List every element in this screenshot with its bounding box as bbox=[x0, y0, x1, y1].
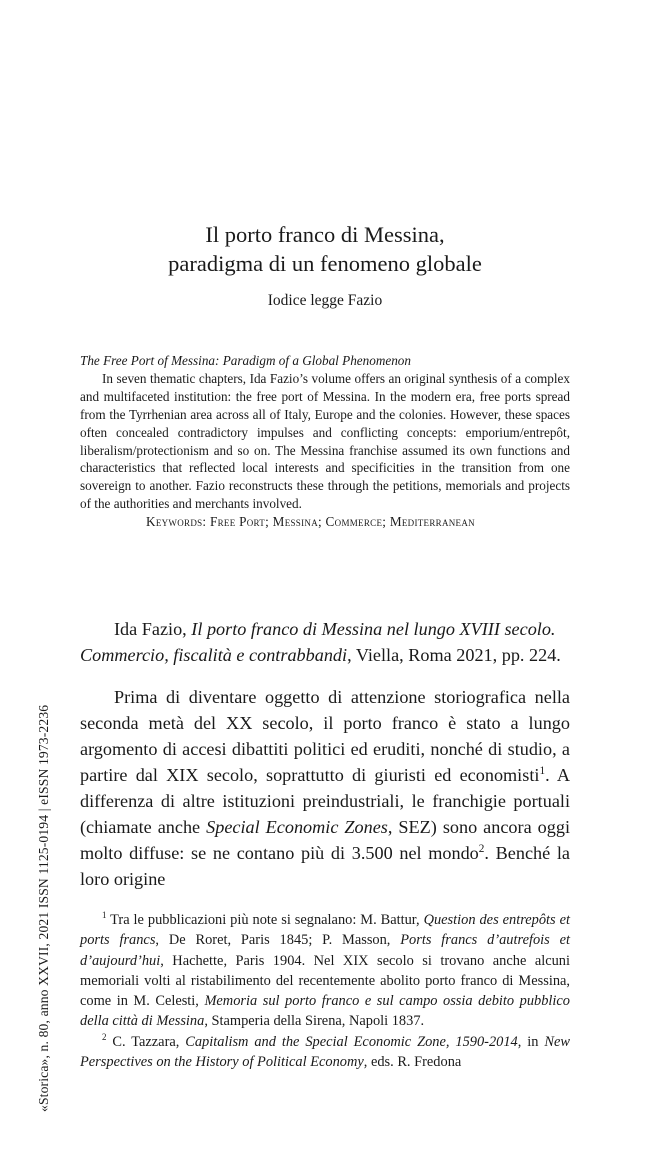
paragraph-text: . Benché la loro origine bbox=[80, 843, 570, 889]
book-publisher: , Viella, Roma 2021, pp. 224. bbox=[347, 645, 561, 665]
review-paragraph bbox=[80, 684, 570, 892]
footnote-2 bbox=[80, 1032, 570, 1073]
footnote-italic: New Perspectives on the History of Political Economy bbox=[80, 1033, 570, 1071]
paragraph-text: . A differenza di altre istituzioni preindustriali, le franchigie portuali (chiamate anche bbox=[80, 765, 571, 837]
footnote-italic: Question des entrepôts et ports francs bbox=[80, 912, 570, 949]
article-subtitle: Iodice legge Fazio bbox=[267, 292, 383, 309]
footnote-ref-1[interactable]: 1 bbox=[539, 764, 546, 777]
journal-citation-sidebar: «Storica», n. 80, anno XXVII, 2021 ISSN 1125-0194 | eISSN 1973-2236 bbox=[36, 704, 51, 1112]
footnote-italic: Capitalism and the Special Economic Zone, 1590-2014 bbox=[185, 1033, 518, 1050]
book-author: Ida Fazio, bbox=[114, 619, 192, 639]
footnote-italic: Memoria sul porto franco e sul campo ossia debito pubblico della città di Messina bbox=[80, 993, 570, 1030]
footnote-text: , in bbox=[517, 1033, 545, 1050]
paragraph-italic: Special Economic Zones bbox=[206, 817, 388, 837]
paragraph-text: Prima di diventare oggetto di attenzione storiografica nella seconda metà del XX secolo, il porto franco è stato a lungo argomento di accesi dibattiti politici ed eruditi, nonché di studio, a partire dal XIX secolo, soprattutto di giuristi ed economisti bbox=[80, 687, 570, 785]
footnote-ref-2[interactable]: 2 bbox=[478, 842, 485, 855]
footnote-text: , eds. R. Fredona bbox=[363, 1054, 462, 1071]
footnotes bbox=[80, 910, 570, 1072]
english-abstract bbox=[80, 352, 570, 531]
footnote-text: , Stamperia della Sirena, Napoli 1837. bbox=[204, 1013, 425, 1030]
article-title bbox=[80, 220, 570, 278]
review-body bbox=[80, 616, 570, 892]
footnote-1 bbox=[80, 910, 570, 1032]
abstract-keywords: Keywords: Free Port; Messina; Commerce; Mediterranean bbox=[146, 514, 475, 530]
abstract-title: The Free Port of Messina: Paradigm of a Global Phenomenon bbox=[80, 353, 411, 368]
footnote-text: , Hachette, Paris 1904. Nel XIX secolo si trovano anche alcuni memoriali volti al ristabilimento del recentemente abolito porto franco di Messina, come in M. Celesti, bbox=[80, 952, 570, 1010]
book-title: Il porto franco di Messina nel lungo XVIII secolo. Commercio, fiscalità e contrabbandi bbox=[80, 619, 556, 665]
footnote-text: Tra le pubblicazioni più note si segnalano: M. Battur, bbox=[106, 912, 424, 928]
footnote-mark: 2 bbox=[102, 1031, 107, 1042]
title-line-2: paradigma di un fenomeno globale bbox=[168, 251, 482, 276]
footnote-italic: Ports francs d’autrefois et d’aujourd’hui bbox=[80, 932, 570, 969]
footnote-text: C. Tazzara, bbox=[106, 1033, 186, 1050]
title-line-1: Il porto franco di Messina, bbox=[205, 222, 445, 247]
footnote-mark: 1 bbox=[102, 910, 107, 921]
footnote-text: , De Roret, Paris 1845; P. Masson, bbox=[155, 932, 401, 949]
abstract-text: In seven thematic chapters, Ida Fazio’s volume offers an original synthesis of a complex and multifaceted institution: the free port of Messina. In the modern era, free ports spread from the Tyrrhenian area across all of Italy, Europe and the colonies. However, these spaces often concealed contradictory impulses and conflicting concepts: emporium/entrepôt, liberalism/protectionism and so on. The Messina franchise assumed its own functions and characteristics that reflected local interests and specificities in the transition from one sovereign to another. Fazio reconstructs these through the petitions, memorials and projects of the authorities and merchants involved. bbox=[80, 370, 570, 512]
book-reference bbox=[80, 616, 570, 668]
paragraph-text: , SEZ) sono ancora oggi molto diffuse: se ne contano più di 3.500 nel mondo bbox=[80, 817, 570, 863]
